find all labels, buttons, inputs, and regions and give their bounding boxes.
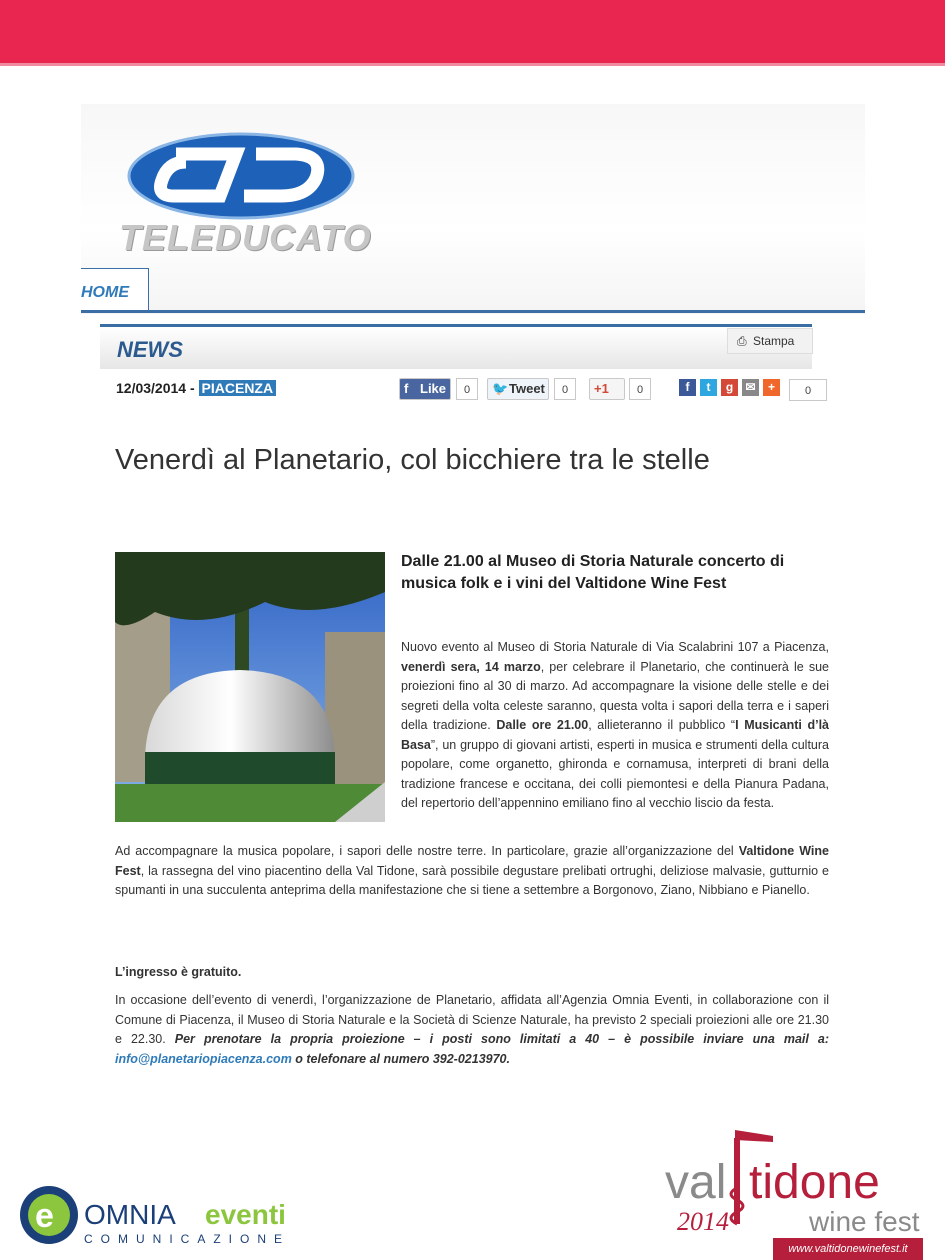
brand-name: TELEDUCATO <box>119 217 372 258</box>
gplus-button[interactable] <box>589 378 625 400</box>
p4-text-a: In occasione dell’evento di venerdì, l’organizzazione de Planetario, affidata all’Agenzia Omnia Eventi, in collaborazione con il Comune di Piacenza, il Museo di Storia Naturale e la Società di Scienze Naturale, ha previsto 2 speciali proiezioni alle ore 21.30 e 22.30. <box>115 993 829 1046</box>
p1-text-c: , per celebrare il Planetario, che continuerà le sue proiezioni fino al 30 di marzo. Ad accompagnare la visione delle stelle e dei segreti della volta celeste saranno, questa volta i sapori della terra e i saperi della tradizione. <box>401 659 829 732</box>
article-paragraph-2 <box>115 842 829 901</box>
article-date: 12/03/2014 <box>116 380 187 396</box>
article-subtitle: Dalle 21.00 al Museo di Storia Naturale concerto di musica folk e i vini del Valtidone Wine Fest <box>401 553 785 592</box>
tab-home[interactable] <box>81 268 149 311</box>
p1-text-f: I Musicanti d’là Basa <box>401 718 829 752</box>
twitter-share-icon[interactable]: t <box>700 379 717 396</box>
like-label: Like <box>420 381 447 396</box>
category-link[interactable]: PIACENZA <box>199 380 277 396</box>
facebook-share-icon[interactable]: f <box>679 379 696 396</box>
facebook-icon: f <box>404 381 409 396</box>
article-paragraph-3: L’ingresso è gratuito. <box>115 965 242 979</box>
dateline-separator: - <box>186 380 199 396</box>
article-dateline <box>116 380 276 396</box>
tab-home-label: HOME <box>81 284 129 301</box>
site-header <box>81 104 865 314</box>
printer-icon: ⎙ <box>737 334 747 348</box>
p1-text-g: ”, un gruppo di giovani artisti, esperti in musica e strumenti della cultura popolare, come organetto, ghironda e cornamusa, interpreti di brani della tradizione francese e occitana, dei colli piemontesi e della Pianura Padana, del repertorio dell’appennino emiliano fino al vecchio liscio da festa. <box>401 737 829 810</box>
p2-text-c: , la rassegna del vino piacentino della Val Tidone, sarà possibile degustare prelibati ortrughi, deliziose malvasie, gutturnio e spumanti in una succulenta anteprima della manifestazione che si tiene a settembre a Borgonovo, Ziano, Nibbiano e Pianello. <box>115 863 829 897</box>
more-share-icon[interactable]: + <box>763 379 780 396</box>
p1-text-a: Nuovo evento al Museo di Storia Naturale di Via Scalabrini 107 a Piacenza, <box>401 640 829 654</box>
omnia-accent-text: eventi <box>205 1199 286 1230</box>
gplus-count: 0 <box>629 378 651 400</box>
section-header <box>100 324 812 369</box>
valtidone-website-link[interactable]: www.valtidonewinefest.it <box>773 1238 923 1260</box>
valti-text-b: tidone <box>749 1156 880 1209</box>
valti-text-a: val <box>665 1156 727 1209</box>
tweet-count: 0 <box>554 378 576 400</box>
teleducato-logo-icon[interactable] <box>116 132 366 224</box>
p4-text-c: o telefonare al numero 392-0213970. <box>291 1051 510 1066</box>
p1-text-b: venerdì sera, 14 marzo <box>401 659 541 674</box>
print-button[interactable] <box>727 328 813 354</box>
email-share-icon[interactable]: ✉ <box>742 379 759 396</box>
like-count: 0 <box>456 378 478 400</box>
svg-text:e: e <box>35 1197 54 1235</box>
p2-text-b: Valtidone Wine Fest <box>115 844 829 878</box>
omnia-sub-text: COMUNICAZIONE <box>84 1232 290 1246</box>
p4-text-b: Per prenotare la propria proiezione – i posti sono limitati a 40 – è possibile inviare una mail a: <box>174 1032 830 1046</box>
valti-year: 2014 <box>677 1207 729 1236</box>
email-link[interactable]: info@planetariopiacenza.com <box>115 1051 292 1066</box>
article-paragraph-4 <box>115 991 829 1069</box>
planetarium-photo <box>115 552 385 822</box>
section-title: NEWS <box>117 337 183 362</box>
article-headline: Venerdì al Planetario, col bicchiere tra le stelle <box>115 444 710 476</box>
print-label: Stampa <box>753 334 795 348</box>
p1-text-d: Dalle ore 21.00 <box>496 718 589 732</box>
top-banner <box>0 0 945 66</box>
gplus-label: +1 <box>594 381 609 396</box>
twitter-icon: 🐦 <box>492 381 509 396</box>
valti-sub: wine fest <box>809 1206 920 1237</box>
gplus-share-icon[interactable]: g <box>721 379 738 396</box>
screenshot-page <box>81 104 865 1104</box>
p1-text-e: , allieteranno il pubblico “ <box>588 718 736 732</box>
tweet-button[interactable] <box>487 378 549 400</box>
omnia-main-text: OMNIA <box>84 1199 176 1230</box>
facebook-like-button[interactable] <box>399 378 451 400</box>
omnia-eventi-logo <box>18 1180 308 1250</box>
share-count: 0 <box>789 379 827 401</box>
p2-text-a: Ad accompagnare la musica popolare, i sapori delle nostre terre. In particolare, grazie all’organizzazione del <box>115 844 739 858</box>
article-paragraph-1 <box>401 638 829 814</box>
tweet-label: Tweet <box>509 381 545 396</box>
nav-divider <box>81 310 865 313</box>
